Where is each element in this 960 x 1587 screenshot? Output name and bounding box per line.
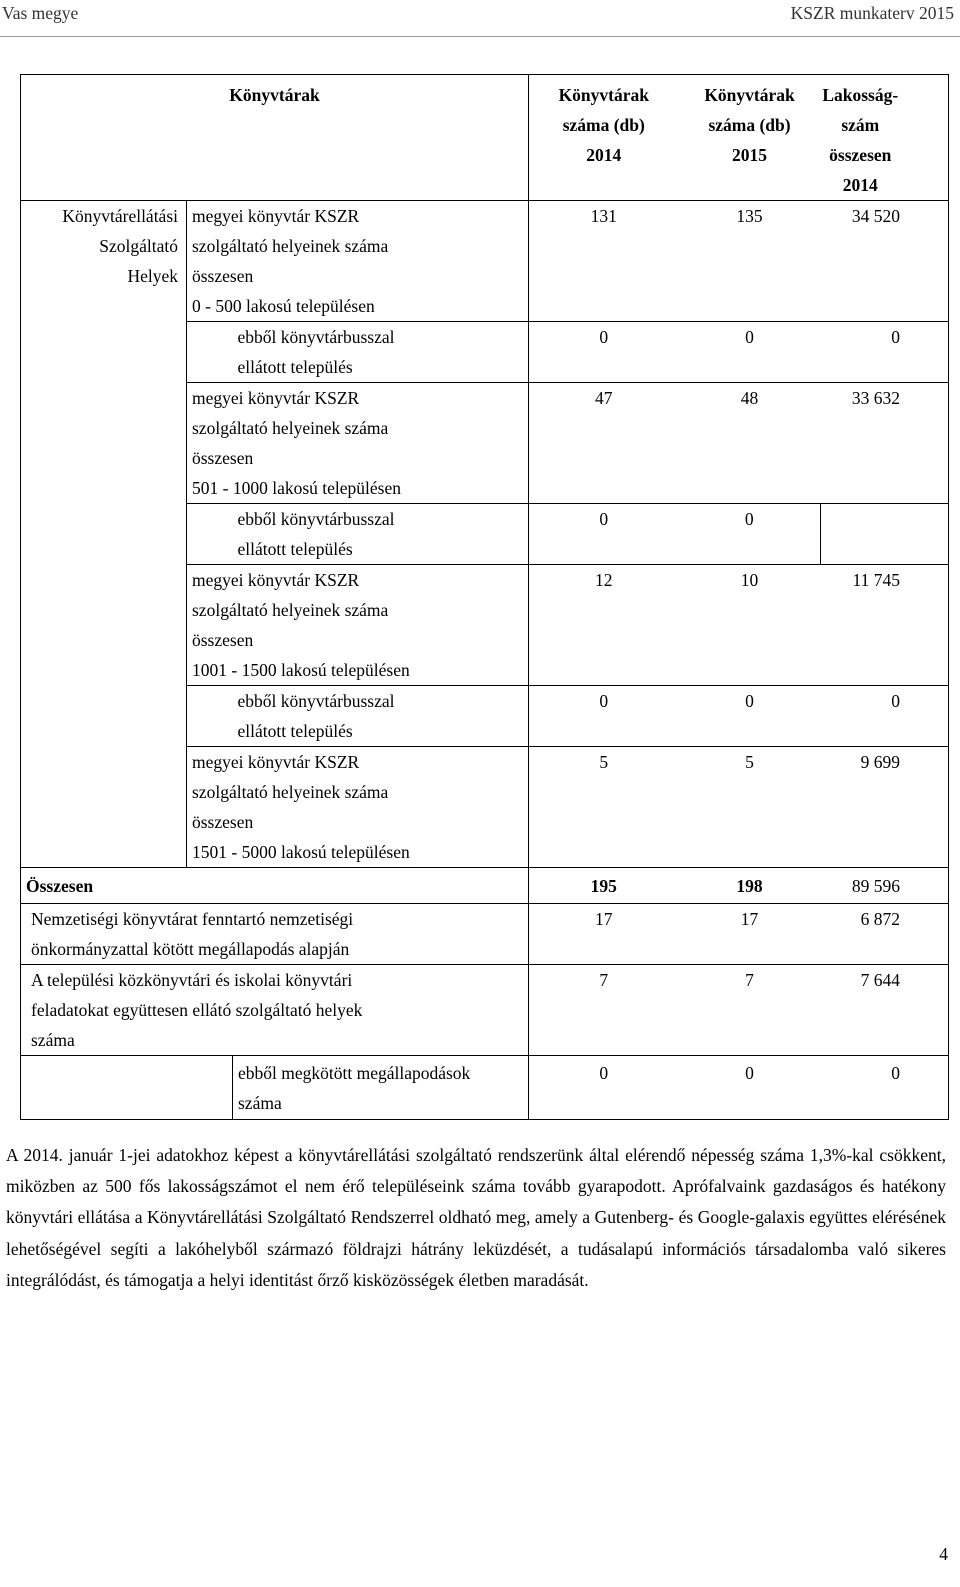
value-population: 0: [821, 686, 949, 747]
value-2015: 10: [679, 565, 821, 686]
indent-cell: [21, 1056, 233, 1120]
page-header: [0, 0, 960, 36]
table-header-row: [21, 75, 949, 201]
value-2014: 0: [529, 1056, 679, 1120]
value-2015: 48: [679, 383, 821, 504]
value-2014: 5: [529, 747, 679, 868]
value-population: 33 632: [821, 383, 949, 504]
value-population: 34 520: [821, 201, 949, 322]
total-row: [21, 868, 949, 904]
total-2014: 195: [529, 868, 679, 904]
value-2014: 0: [529, 686, 679, 747]
value-population: 11 745: [821, 565, 949, 686]
body-paragraph: A 2014. január 1-jei adatokhoz képest a könyvtárellátási szolgáltató rendszerünk által elérendő népesség száma 1,3%-kal csökkent, miközben az 500 fős lakosságszámot el nem érő településeink száma tovább gyarapodott. Aprófalvaink gazdaságos és hatékony könyvtári ellátása a Könyvtárellátási Szolgáltató Rendszerrel oldható meg, amely a Gutenberg- és Google-galaxis együttes elérésének lehetőségével segíti a lakóhelyből származó földrajzi hátrány leküzdését, a tudásalapú információs társadalomba való sikeres integrálódást, és támogatja a helyi identitást őrző kisközösségek életben maradását.: [6, 1145, 946, 1290]
row-label: ebből könyvtárbusszal ellátott település: [233, 322, 529, 383]
header-population: Lakosság- szám összesen 2014: [821, 75, 949, 201]
table-row: [21, 201, 949, 322]
row-label: A települési közkönyvtári és iskolai könyvtári feladatokat együttesen ellátó szolgáltató helyek száma: [21, 965, 529, 1056]
value-2015: 0: [679, 686, 821, 747]
total-population: 89 596: [821, 868, 949, 904]
value-2014: 7: [529, 965, 679, 1056]
table-row: [21, 965, 949, 1056]
total-2015: 198: [679, 868, 821, 904]
header-count-2014: Könyvtárak száma (db) 2014: [529, 75, 679, 201]
table-row: [21, 1056, 949, 1120]
group-label-cell: Könyvtárellátási Szolgáltató Helyek: [21, 201, 187, 868]
value-2014: 0: [529, 504, 679, 565]
indent-cell: [187, 322, 233, 383]
value-2014: 0: [529, 322, 679, 383]
row-label: ebből könyvtárbusszal ellátott település: [233, 504, 529, 565]
row-label: ebből megkötött megállapodások száma: [233, 1056, 529, 1120]
header-count-2015: Könyvtárak száma (db) 2015: [679, 75, 821, 201]
row-label: ebből könyvtárbusszal ellátott település: [233, 686, 529, 747]
header-rule: [0, 36, 960, 37]
value-population: 0: [821, 322, 949, 383]
value-2014: 12: [529, 565, 679, 686]
value-population: 6 872: [821, 904, 949, 965]
row-label: Nemzetiségi könyvtárat fenntartó nemzetiségi önkormányzattal kötött megállapodás alapján: [21, 904, 529, 965]
total-label: Összesen: [21, 868, 529, 904]
row-label: megyei könyvtár KSZR szolgáltató helyeinek száma összesen 0 - 500 lakosú településen: [187, 201, 529, 322]
header-libraries: Könyvtárak: [21, 75, 529, 201]
indent-cell: [187, 686, 233, 747]
value-2015: 0: [679, 1056, 821, 1120]
value-2015: 0: [679, 504, 821, 565]
value-population: 7 644: [821, 965, 949, 1056]
value-population: [821, 504, 949, 565]
page-number: 4: [939, 1544, 948, 1564]
row-label: megyei könyvtár KSZR szolgáltató helyeinek száma összesen 1001 - 1500 lakosú településen: [187, 565, 529, 686]
value-2014: 47: [529, 383, 679, 504]
value-population: 0: [821, 1056, 949, 1120]
value-2015: 7: [679, 965, 821, 1056]
value-2014: 17: [529, 904, 679, 965]
value-2015: 135: [679, 201, 821, 322]
header-doc-title: KSZR munkaterv 2015: [790, 3, 954, 23]
table-row: [21, 904, 949, 965]
value-2015: 5: [679, 747, 821, 868]
value-2015: 0: [679, 322, 821, 383]
value-2014: 131: [529, 201, 679, 322]
row-label: megyei könyvtár KSZR szolgáltató helyeinek száma összesen 501 - 1000 lakosú településen: [187, 383, 529, 504]
value-population: 9 699: [821, 747, 949, 868]
row-label: megyei könyvtár KSZR szolgáltató helyeinek száma összesen 1501 - 5000 lakosú településen: [187, 747, 529, 868]
header-county: Vas megye: [2, 3, 79, 23]
indent-cell: [187, 504, 233, 565]
library-stats-table: [20, 74, 949, 1120]
value-2015: 17: [679, 904, 821, 965]
